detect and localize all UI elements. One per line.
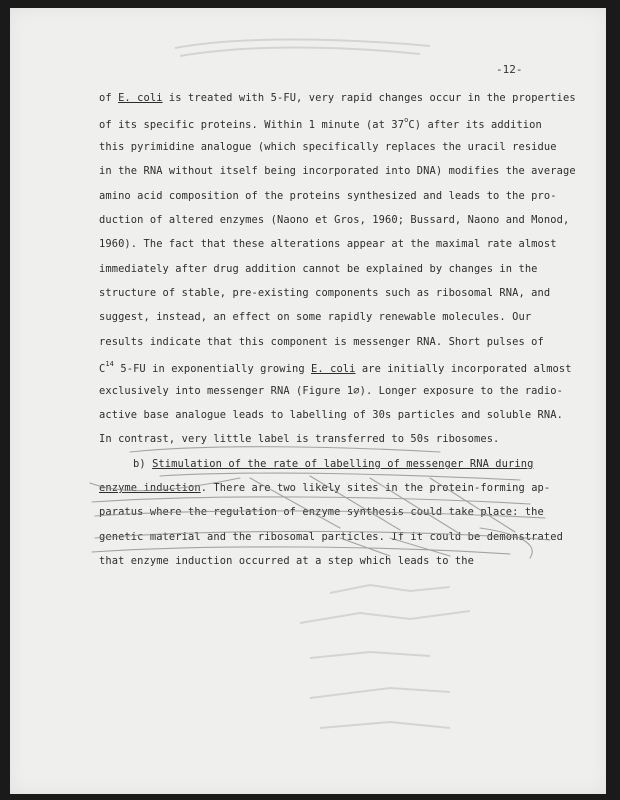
text-line: that enzyme induction occurred at a step which leads to the (99, 555, 474, 567)
document-page (10, 8, 606, 794)
page-number: -12- (496, 63, 523, 76)
text-line: 1960). The fact that these alterations appear at the maximal rate almost (99, 238, 557, 250)
text-line: results indicate that this component is messenger RNA. Short pulses of (99, 336, 544, 348)
text-line: enzyme induction. There are two likely sites in the protein-forming ap- (99, 482, 551, 494)
text-line: active base analogue leads to labelling of 30s particles and soluble RNA. (99, 409, 563, 421)
text-line: structure of stable, pre-existing components such as ribosomal RNA, and (99, 287, 551, 299)
text-line: of its specific proteins. Within 1 minute (at 37$^o$C) after its addition (99, 116, 542, 131)
text-line: amino acid composition of the proteins synthesized and leads to the pro- (99, 190, 557, 202)
text-line: in the RNA without itself being incorporated into DNA) modifies the average (99, 165, 576, 177)
text-line: this pyrimidine analogue (which specifically replaces the uracil residue (99, 141, 557, 153)
text-line: of E. coli is treated with 5-FU, very rapid changes occur in the properties (99, 92, 576, 104)
text-line: exclusively into messenger RNA (Figure 1∅). Longer exposure to the radio- (99, 385, 563, 397)
text-line: immediately after drug addition cannot be explained by changes in the (99, 263, 538, 275)
text-line: b) Stimulation of the rate of labelling of messenger RNA during (133, 458, 534, 470)
text-line: suggest, instead, an effect on some rapidly renewable molecules. Our (99, 311, 532, 323)
text-line: duction of altered enzymes (Naono et Gros, 1960; Bussard, Naono and Monod, (99, 214, 570, 226)
text-line: $C^{14}$ 5-FU in exponentially growing E. coli are initially incorporated almost (99, 360, 572, 375)
text-line: paratus where the regulation of enzyme synthesis could take place: the (99, 506, 544, 518)
text-line: genetic material and the ribosomal particles. If it could be demonstrated (99, 531, 563, 543)
text-line: In contrast, very little label is transferred to 50s ribosomes. (99, 433, 500, 445)
